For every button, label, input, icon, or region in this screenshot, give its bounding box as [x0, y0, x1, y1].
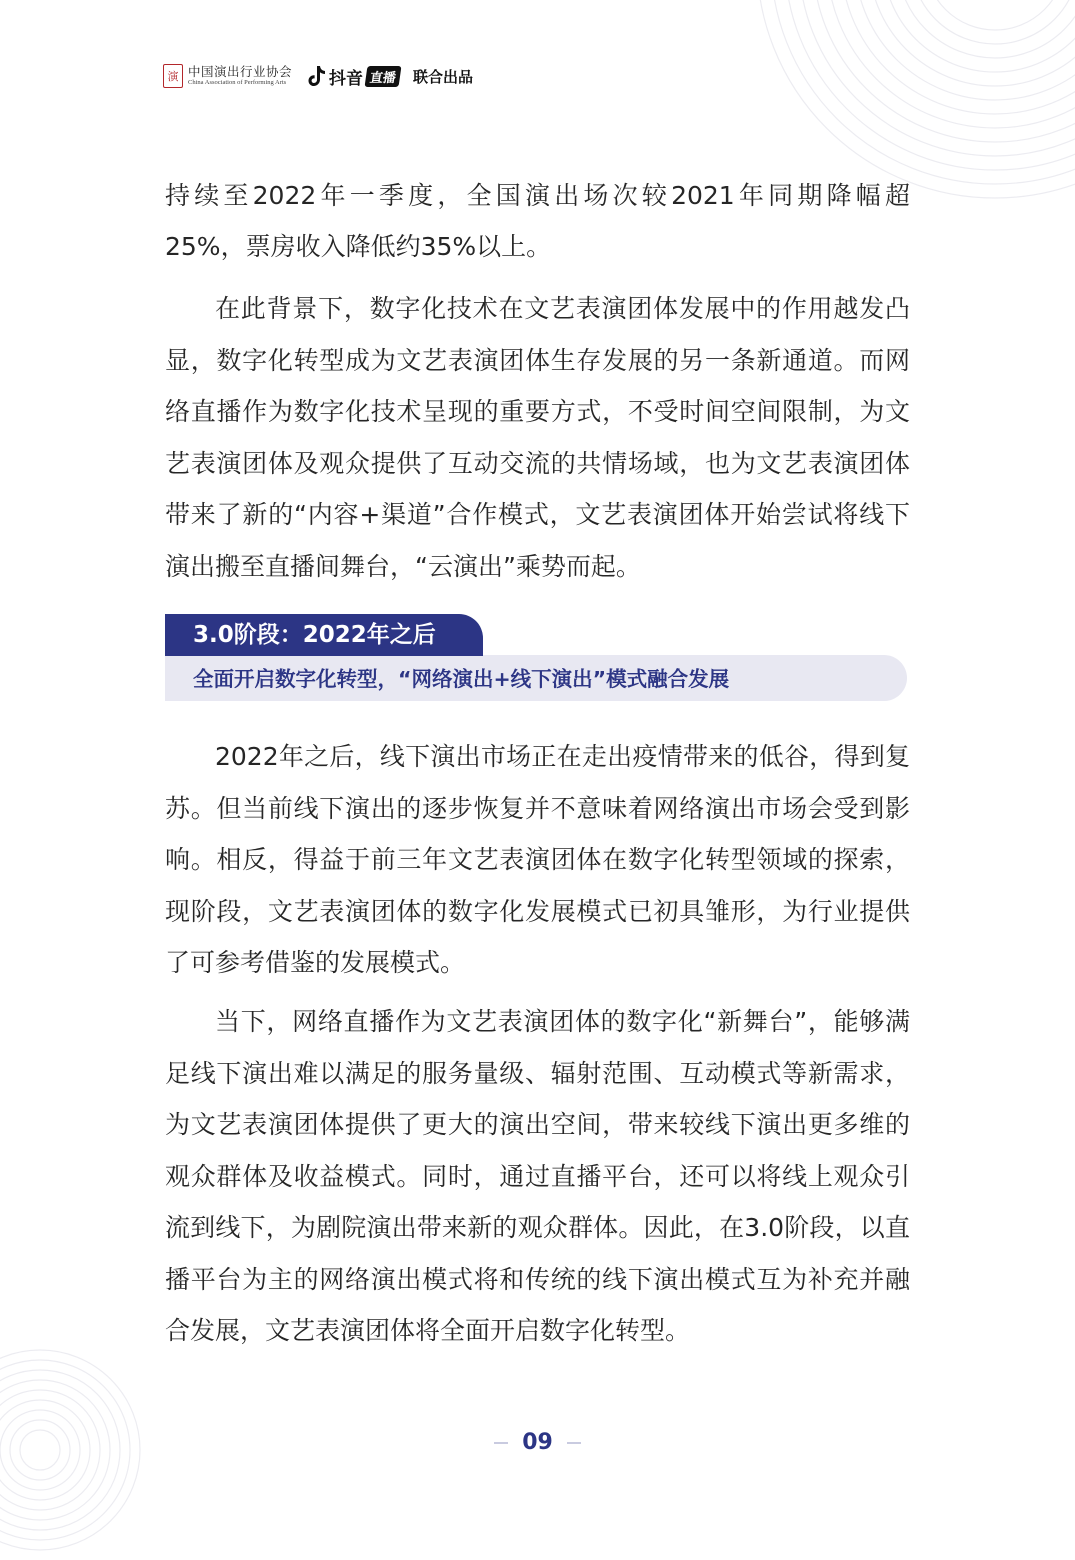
cap-seal-logo: 演 — [163, 64, 183, 88]
paragraph-continued-end: 25%，票房收入降低约35%以上。 — [165, 232, 552, 261]
stage-title: 3.0阶段：2022年之后 — [165, 614, 483, 656]
page-number-dash-left — [494, 1442, 508, 1444]
paragraph-background: 在此背景下，数字化技术在文艺表演团体发展中的作用越发凸显，数字化转型成为文艺表演团体生存发展的另一条新通道。而网络直播作为数字化技术呈现的重要方式，不受时间空间限制，为文艺表演团体及观众提供了互动交流的共情场域，也为文艺表演团体带来了新的“内容+渠道”合作模式，文艺表演团体开始尝试将线下演出搬至直播间舞台，“云演出”乘势而起。 — [165, 294, 910, 581]
page-number — [0, 1430, 1075, 1455]
page-number-value: 09 — [522, 1430, 553, 1455]
cap-name-block — [188, 63, 293, 87]
paragraph-continued-line: 持续至2022年一季度，全国演出场次较2021年同期降幅超 — [165, 181, 910, 210]
paragraph-new-stage: 当下，网络直播作为文艺表演团体的数字化“新舞台”，能够满足线下演出难以满足的服务量级、辐射范围、互动模式等新需求，为文艺表演团体提供了更大的演出空间，带来较线下演出更多维的观众群体及收益模式。同时，通过直播平台，还可以将线上观众引流到线下，为剧院演出带来新的观众群体。因此，在3.0阶段，以直播平台为主的网络演出模式将和传统的线下演出模式互为补充并融合发展，文艺表演团体将全面开启数字化转型。 — [165, 1007, 910, 1345]
douyin-name: 抖音 — [329, 68, 364, 89]
page-number-dash-right — [567, 1442, 581, 1444]
page-header — [163, 58, 473, 94]
live-badge: 直播 — [365, 66, 402, 87]
paragraph-after-2022: 2022年之后，线下演出市场正在走出疫情带来的低谷，得到复苏。但当前线下演出的逐步恢复并不意味着网络演出市场会受到影响。相反，得益于前三年文艺表演团体在数字化转型领域的探索，现阶段，文艺表演团体的数字化发展模式已初具雏形，为行业提供了可参考借鉴的发展模式。 — [165, 742, 910, 977]
douyin-live-logo — [308, 64, 400, 89]
joint-production-label: 联合出品 — [413, 67, 474, 86]
douyin-note-icon — [308, 65, 326, 87]
cap-name-english: China Association of Performing Arts — [188, 79, 287, 86]
stage-subtitle: 全面开启数字化转型，“网络演出+线下演出”模式融合发展 — [165, 655, 907, 701]
cap-name-chinese: 中国演出行业协会 — [188, 63, 293, 79]
